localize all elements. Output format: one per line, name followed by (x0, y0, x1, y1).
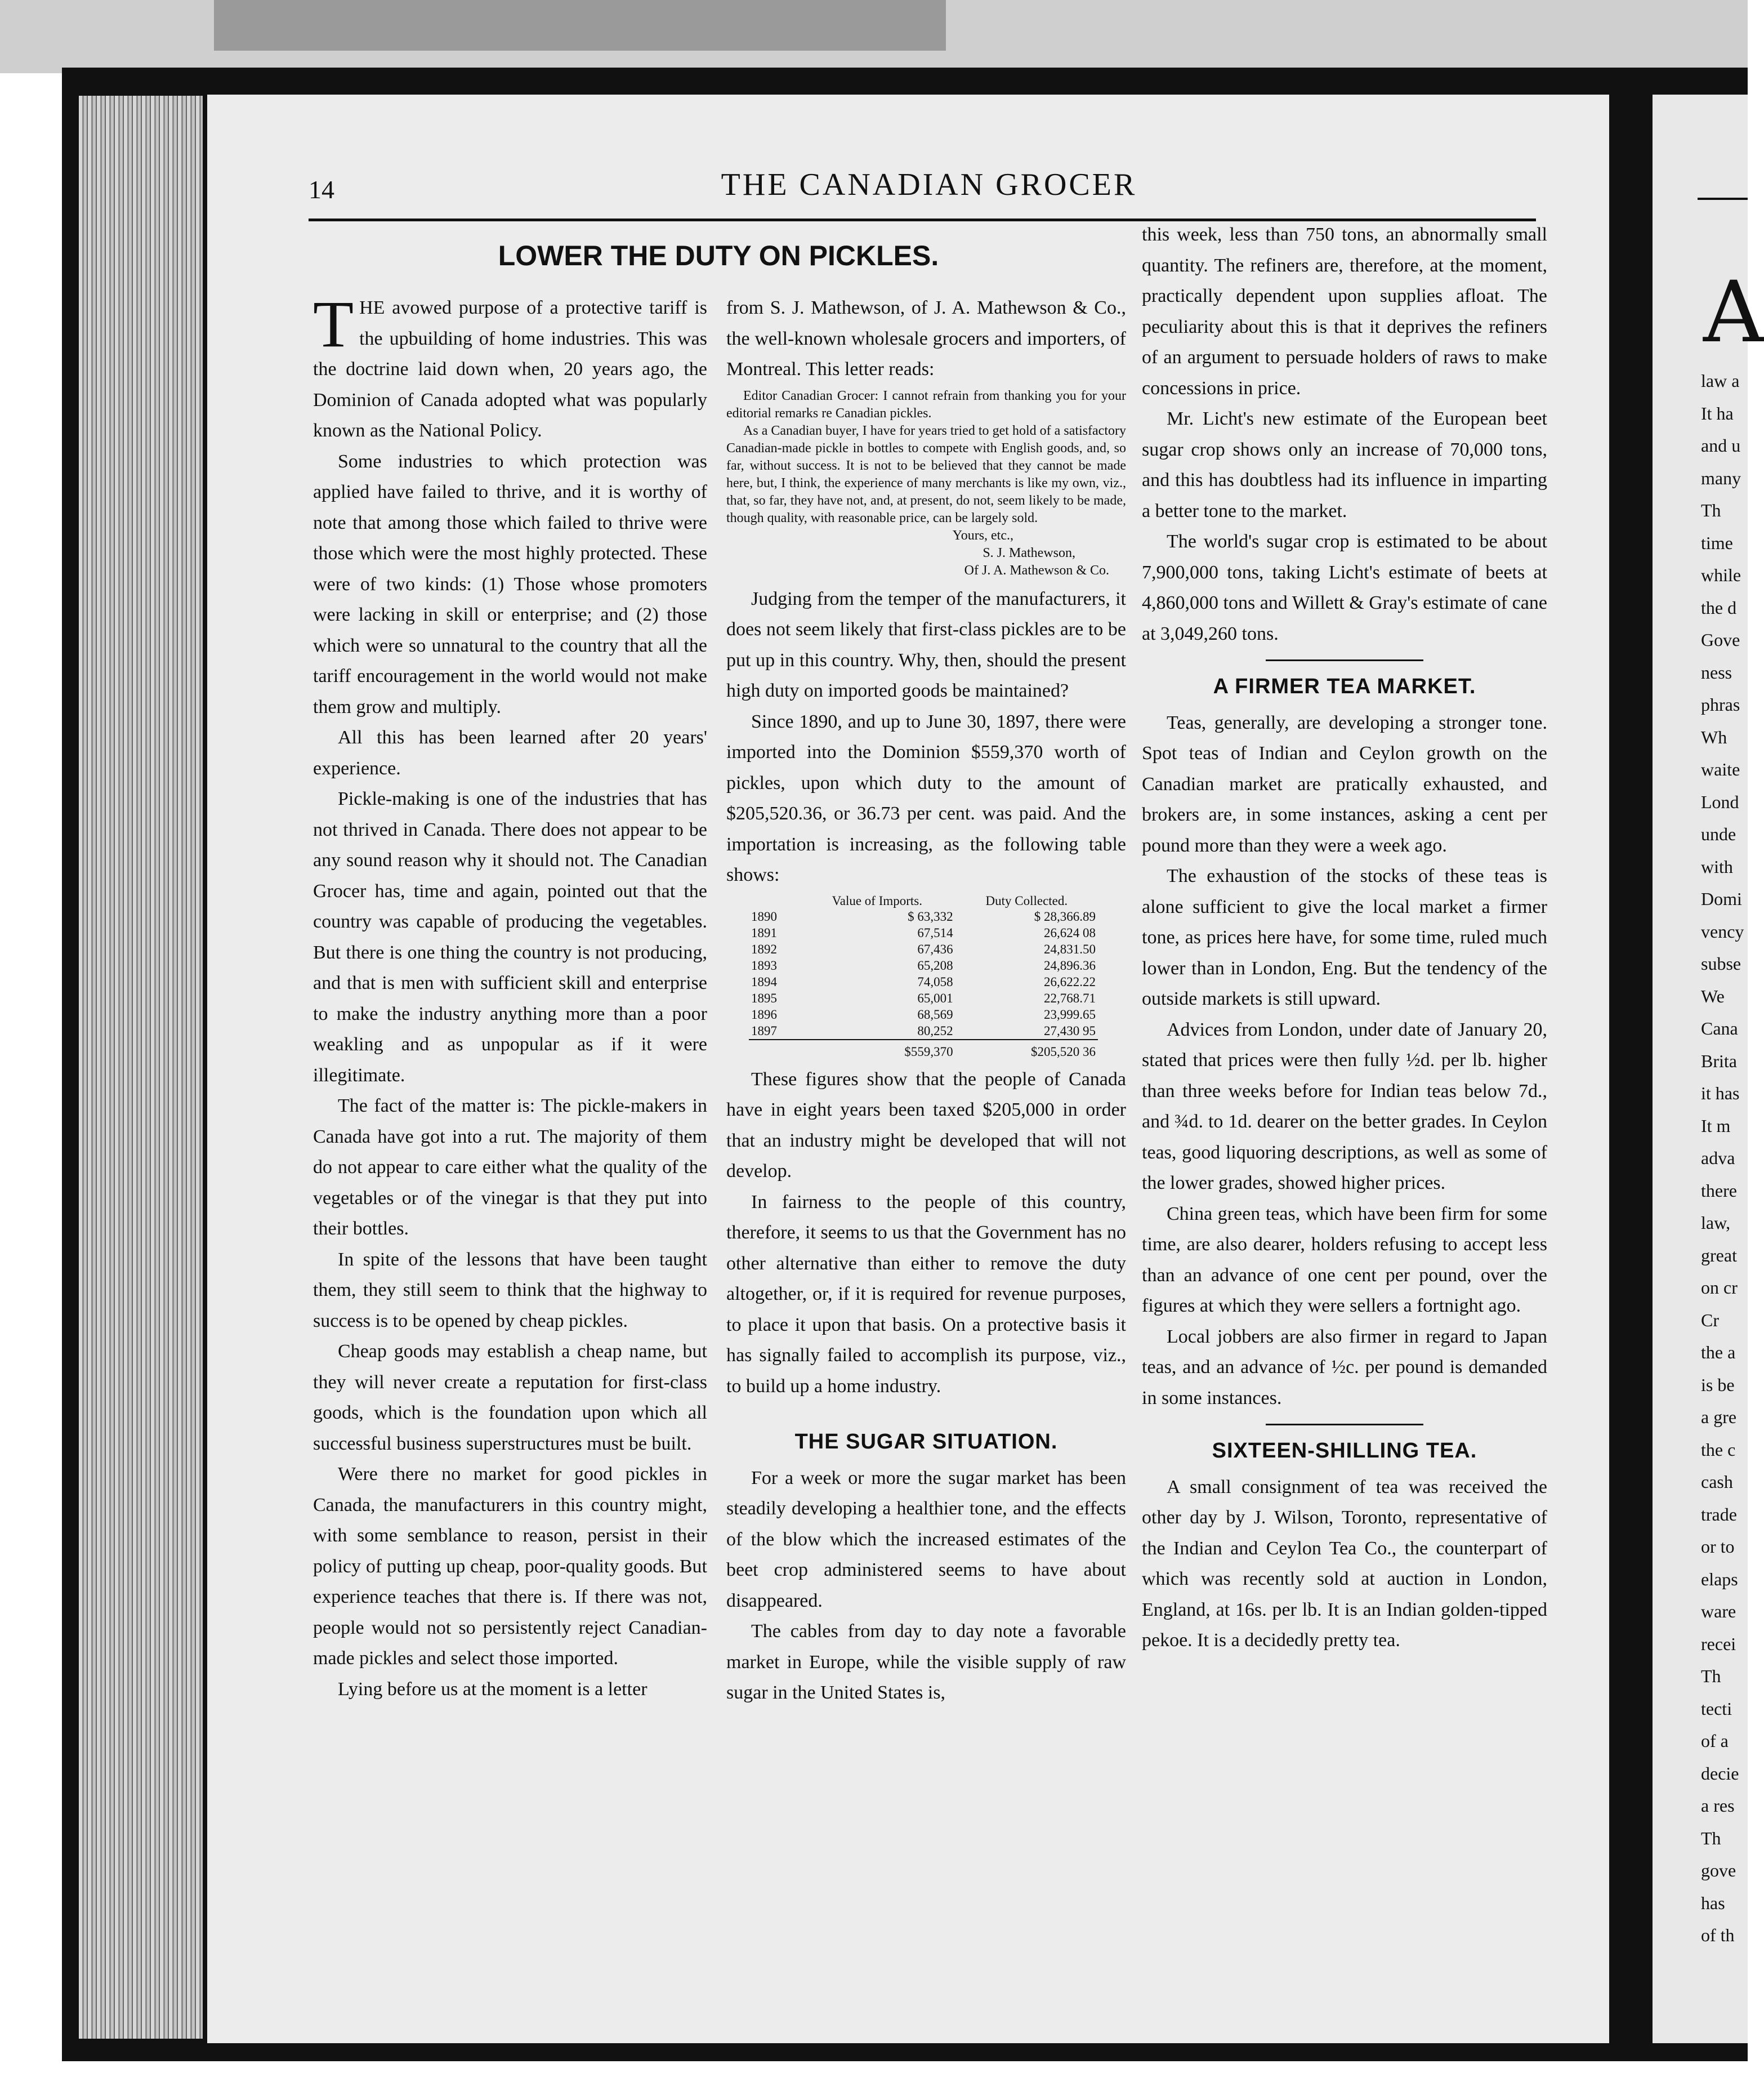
right-page-text-fragment: ware (1701, 1601, 1736, 1621)
table-cell-value: $ 63,332 (908, 909, 953, 924)
paragraph: Local jobbers are also firmer in regard to Japan teas, and an advance of ½c. per pound is demanded in some instances. (1142, 1326, 1547, 1408)
right-page-text-fragment: Lond (1701, 791, 1739, 812)
letter-signature: S. J. Mathewson, (983, 545, 1075, 560)
right-page-text-fragment: Gove (1701, 630, 1740, 650)
right-page-text-fragment: We (1701, 986, 1725, 1006)
paragraph: The exhaustion of the stocks of these teas is alone sufficient to give the local market a firmer tone, as prices here have, for some time, ruled much lower than in London, Eng. But the tendency of the outside markets is still upward. (1142, 866, 1547, 1009)
table-cell-value: 67,514 (917, 925, 953, 940)
column-2 (726, 293, 1126, 1709)
table-total-duty: $205,520 36 (955, 1040, 1098, 1060)
right-page-text-fragment: Domi (1701, 889, 1742, 909)
right-page-text-fragment: is be (1701, 1374, 1735, 1395)
right-page-text-fragment: on cr (1701, 1277, 1738, 1298)
paragraph: A small consignment of tea was received the other day by J. Wilson, Toronto, representative of the Indian and Ceylon Tea Co., the counterpart of which was recently sold at auction in London, England, at 16s. per lb. It is an Indian golden-tipped pekoe. It is a decidedly pretty tea. (1142, 1476, 1547, 1651)
right-page-text-fragment: It m (1701, 1115, 1731, 1136)
table-cell-duty: $ 28,366.89 (1034, 909, 1096, 924)
right-page-text-fragment: of a (1701, 1731, 1729, 1751)
table-header-duty: Duty Collected. (985, 893, 1068, 908)
table-cell-year: 1891 (751, 925, 777, 940)
right-page-text-fragment: law, (1701, 1213, 1731, 1233)
table-cell-value: 80,252 (917, 1023, 953, 1038)
right-page-text-fragment: there (1701, 1180, 1737, 1201)
right-page-text-fragment: a res (1701, 1795, 1735, 1816)
right-page-text-fragment: subse (1701, 953, 1741, 974)
letter-signature-firm: Of J. A. Mathewson & Co. (964, 563, 1109, 578)
table-cell-duty: 26,622.22 (1044, 974, 1096, 989)
table-cell-year: 1896 (751, 1007, 777, 1022)
table-cell-value: 65,208 (917, 958, 953, 973)
table-row (749, 1006, 1098, 1023)
table-cell-value: 74,058 (917, 974, 953, 989)
page-edges (79, 96, 203, 2039)
table-row (749, 941, 1098, 957)
paragraph: Some industries to which protection was applied have failed to thrive, and it is worthy of note that among those which failed to thrive were those which were the most highly protected. These were of two kinds: (1) Those whose promoters were lacking in skill or enterprise; and (2) those which were so unnatural to the country that all the tariff encouragement in the world would not make them grow and multiply. (313, 451, 707, 717)
right-page-text-fragment: elaps (1701, 1568, 1738, 1589)
paragraph: For a week or more the sugar market has been steadily developing a healthier tone, and the effects of the blow which the increased estimates of the beet crop administered seems to have about disappeared. (726, 1467, 1126, 1611)
table-row (749, 990, 1098, 1006)
paragraph: Mr. Licht's new estimate of the European beet sugar crop shows only an increase of 70,000 tons, and this has doubtless had its influence in imparting a better tone to the market. (1142, 408, 1547, 521)
imports-table (749, 893, 1098, 1060)
right-page (1653, 95, 1764, 2043)
table-cell-duty: 26,624 08 (1044, 925, 1096, 940)
right-page-rule (1698, 198, 1748, 200)
right-page-text-fragment: the c (1701, 1439, 1736, 1460)
table-row (749, 925, 1098, 941)
table-cell-value: 68,569 (917, 1007, 953, 1022)
article-title-sugar: THE SUGAR SITUATION. (794, 1430, 1058, 1454)
paragraph: from S. J. Mathewson, of J. A. Mathewson & Co., the well-known wholesale grocers and importers, of Montreal. This letter reads: (726, 297, 1126, 380)
right-page-text-fragment: and u (1701, 435, 1741, 456)
table-cell-value: 65,001 (917, 991, 953, 1005)
paragraph: In spite of the lessons that have been taught them, they still seem to think that the highway to success is to be opened by cheap pickles. (313, 1249, 707, 1331)
table-cell-year: 1895 (751, 991, 777, 1005)
right-page-text-fragment: Th (1701, 1827, 1721, 1848)
article-title-pickles: LOWER THE DUTY ON PICKLES. (498, 240, 939, 271)
right-page-text-fragment: a gre (1701, 1407, 1737, 1427)
right-page-text-fragment: it has (1701, 1083, 1740, 1103)
right-page-text-fragment: ness (1701, 662, 1732, 683)
paragraph: China green teas, which have been firm for some time, are also dearer, holders refusing to accept less than an advance of one cent per pound, over the figures at which they were sellers a fortnight ago. (1142, 1203, 1547, 1316)
paragraph: The cables from day to day note a favorable market in Europe, while the visible supply of raw sugar in the United States is, (726, 1621, 1126, 1703)
right-page-text-fragment: vency (1701, 921, 1744, 942)
table-header-value: Value of Imports. (832, 893, 922, 908)
right-page-initial: A (1703, 264, 1764, 362)
paragraph: Were there no market for good pickles in Canada, the manufacturers in this country might, with some semblance to reason, persist in their policy of putting up cheap, poor-quality goods. But experience teaches that there is. If there was not, people would not so persistently reject Canadian-made pickles and select those imported. (313, 1464, 707, 1669)
paragraph: The fact of the matter is: The pickle-makers in Canada have got into a rut. The majority of them do not appear to care either what the quality of the vegetables or of the vinegar is that they put into their bottles. (313, 1095, 707, 1239)
table-cell-duty: 22,768.71 (1044, 991, 1096, 1005)
scan-shadow (214, 0, 946, 51)
right-page-text-fragment: recei (1701, 1633, 1736, 1654)
right-page-text-fragment: while (1701, 565, 1741, 585)
paragraph: Teas, generally, are developing a stronger tone. Spot teas of Indian and Ceylon growth on the Canadian market are pratically exhausted, and brokers are, in some instances, asking a cent per pound more than they were a week ago. (1142, 712, 1547, 856)
right-page-text-fragment: Wh (1701, 726, 1727, 747)
table-cell-year: 1893 (751, 958, 777, 973)
paragraph: Lying before us at the moment is a letter (338, 1678, 647, 1700)
letter-paragraph: As a Canadian buyer, I have for years tried to get hold of a satisfactory Canadian-made pickle in bottles to compete with English goods, and, so far, without success. It is not to be believed that they cannot be made here, but, I think, the experience of many merchants is like my own, viz., that, so far, they have not, and, at present, do not, seem likely to be made, though quality, with reasonable price, can be largely sold. (726, 423, 1126, 525)
column-1 (313, 287, 707, 1705)
table-header-row (749, 893, 1098, 908)
table-total-value: $559,370 (799, 1040, 955, 1060)
table-cell-duty: 27,430 95 (1044, 1023, 1096, 1038)
section-divider (1266, 659, 1423, 661)
table-total-row (749, 1040, 1098, 1060)
table-cell-duty: 24,896.36 (1044, 958, 1096, 973)
right-page-text-fragment: cash (1701, 1472, 1733, 1492)
table-cell-year: 1897 (751, 1023, 777, 1038)
letter-paragraph: Editor Canadian Grocer: I cannot refrain from thanking you for your editorial remarks re Canadian pickles. (726, 388, 1126, 421)
right-page-text-fragment: great (1701, 1245, 1737, 1265)
column-3 (1142, 220, 1547, 1656)
table-cell-year: 1894 (751, 974, 777, 989)
right-page-text-fragment: the a (1701, 1342, 1736, 1362)
paragraph: Cheap goods may establish a cheap name, but they will never create a reputation for first-class goods, which is the foundation upon which all successful business superstructures must be built. (313, 1341, 707, 1454)
right-page-text-fragment: time (1701, 532, 1733, 553)
page-number: 14 (309, 175, 334, 204)
paragraph: Pickle-making is one of the industries that has not thrived in Canada. There does not appear to be any sound reason why it should not. The Canadian Grocer has, time and again, pointed out that the country was capable of producing the vegetables. But there is one thing the country is not producing, and that is men with sufficient skill and enterprise to make the industry anything more than a poor weakling and as unpopular as if it were illegitimate. (313, 788, 707, 1086)
table-row (749, 957, 1098, 974)
table-cell-year: 1892 (751, 942, 777, 956)
right-page-text-fragment: with (1701, 856, 1733, 877)
right-page-text-fragment: or to (1701, 1536, 1735, 1557)
table-cell-year: 1890 (751, 909, 777, 924)
right-page-text-fragment: many (1701, 467, 1741, 488)
right-page-text-fragment: Brita (1701, 1050, 1737, 1071)
paragraph: THE avowed purpose of a protective tariff is the upbuilding of home industries. This was the doctrine laid down when, 20 years ago, the Dominion of Canada adopted what was popularly known as the National Policy. (313, 287, 707, 441)
right-page-text-fragment: Th (1701, 500, 1721, 520)
right-page-text-fragment: Th (1701, 1666, 1721, 1686)
table-row (749, 1023, 1098, 1040)
paragraph: this week, less than 750 tons, an abnormally small quantity. The refiners are, therefore, at the moment, practically dependent upon supplies afloat. The peculiarity about this is that it deprives the refiners of an argument to persuade holders of raws to make concessions in price. (1142, 224, 1547, 399)
table-cell-duty: 23,999.65 (1044, 1007, 1096, 1022)
section-divider (1266, 1424, 1423, 1425)
drop-cap: T (313, 287, 354, 361)
paragraph: All this has been learned after 20 years' experience. (313, 727, 707, 779)
table-row (749, 974, 1098, 990)
right-page-text-fragment: Cana (1701, 1018, 1738, 1038)
right-page-text-fragment: law a (1701, 371, 1740, 391)
paragraph: The world's sugar crop is estimated to be about 7,900,000 tons, taking Licht's estimate of beets at 4,860,000 tons and Willett & Gray's estimate of cane at 3,049,260 tons. (1142, 531, 1547, 644)
letter-closing: Yours, etc., (952, 528, 1013, 543)
paragraph: Since 1890, and up to June 30, 1897, there were imported into the Dominion $559,370 worth of pickles, upon which duty to the amount of $205,520.36, or 36.73 per cent. was paid. And the importation is increasing, as the following table shows: (726, 711, 1126, 885)
right-page-text-fragment: of th (1701, 1925, 1735, 1945)
right-page-text-fragment: waite (1701, 759, 1740, 779)
right-page-text-fragment: Cr (1701, 1309, 1719, 1330)
paragraph: In fairness to the people of this country, therefore, it seems to us that the Government has no other alternative than either to remove the duty altogether, or, if it is required for revenue purposes, to place it upon that basis. On a protective basis it has signally failed to accomplish its purpose, viz., to build up a home industry. (726, 1191, 1126, 1397)
right-page-text-fragment: decie (1701, 1763, 1739, 1784)
scan-background-top (0, 0, 1748, 73)
right-page-text-fragment: has (1701, 1892, 1725, 1913)
paragraph: These figures show that the people of Canada have in eight years been taxed $205,000 in order that an industry might be developed that will not develop. (726, 1068, 1126, 1182)
right-page-text-fragment: tecti (1701, 1698, 1732, 1719)
table-row (749, 908, 1098, 925)
right-page-text-fragment: gove (1701, 1860, 1736, 1880)
table-cell-duty: 24,831.50 (1044, 942, 1096, 956)
masthead: THE CANADIAN GROCER (721, 167, 1137, 202)
quoted-letter (726, 387, 1126, 580)
article-title-sixteen-shilling: SIXTEEN-SHILLING TEA. (1212, 1439, 1477, 1463)
right-page-text-fragment: trade (1701, 1504, 1737, 1525)
right-page-text-fragment: phras (1701, 694, 1740, 715)
right-page-text-fragment: the d (1701, 597, 1737, 618)
right-page-text-fragment: It ha (1701, 403, 1734, 424)
paragraph: Advices from London, under date of January 20, stated that prices were then fully ½d. per lb. higher than three weeks before for Indian teas below 7d., and ¾d. to 1d. dearer on the better grades. In Ceylon teas, good liquoring descriptions, as well as some of the lower grades, showed higher prices. (1142, 1019, 1547, 1193)
table-header-year (749, 893, 799, 908)
paragraph: Judging from the temper of the manufacturers, it does not seem likely that first-class pickles are to be put up in this country. Why, then, should the present high duty on imported goods be maintained? (726, 588, 1126, 701)
right-page-text-fragment: adva (1701, 1148, 1735, 1168)
right-page-text-fragment: unde (1701, 824, 1736, 844)
table-cell-value: 67,436 (917, 942, 953, 956)
article-title-tea: A FIRMER TEA MARKET. (1213, 675, 1476, 698)
